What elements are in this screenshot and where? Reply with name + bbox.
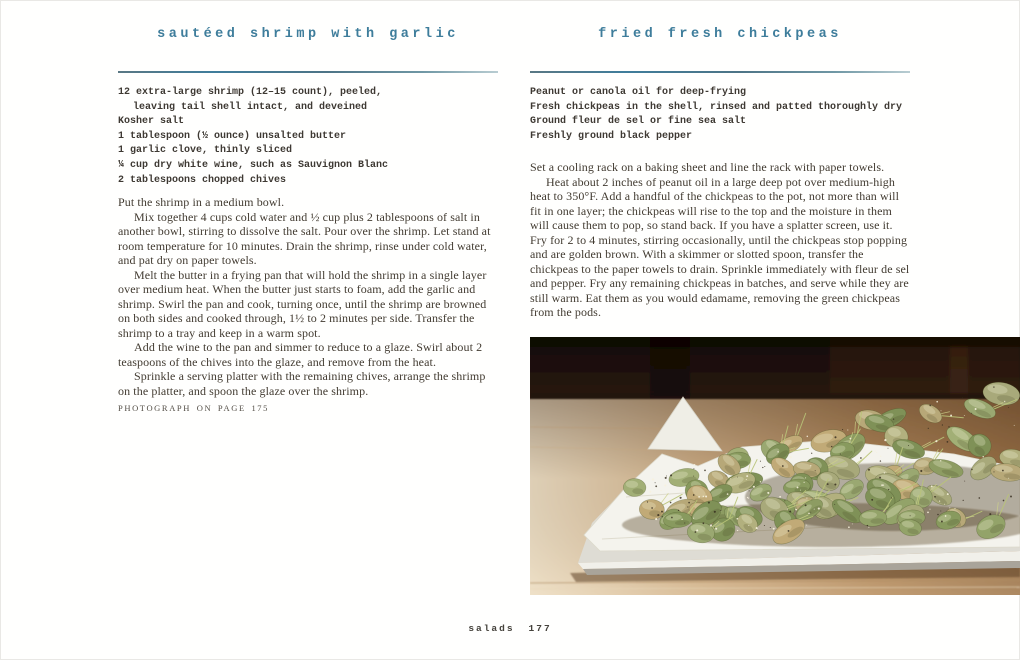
method-paragraph: Heat about 2 inches of peanut oil in a large deep pot over medium-high heat to 350°F. Add a handful of the chickpeas to the pot, not more than will fit in one layer; the chickpeas will rise to the top and the moisture in them will cause them to pop, so stand back. If you have a splatter screen, use it. Fry for 2 to 4 minutes, stirring occasionally, until the chickpeas stop popping and are golden brown. With a skimmer or slotted spoon, transfer the chickpeas to the paper towels to drain. Sprinkle immediately with fleur de sel and pepper. Fry any remaining chickpeas in batches, and serve while they are still warm. Eat them as you would edamame, removing the green chickpeas from the pods. — [530, 174, 910, 319]
method-paragraph: Add the wine to the pan and simmer to reduce to a glaze. Swirl about 2 teaspoons of the chives into the glaze, and remove from the heat. — [118, 340, 483, 369]
ingredient-line: Ground fleur de sel or fine sea salt — [530, 116, 747, 128]
right-recipe-title: fried fresh chickpeas — [598, 27, 842, 42]
chickpeas-photo — [530, 337, 1020, 595]
footer-section-label: salads — [468, 623, 515, 634]
method-paragraph: Put the shrimp in a medium bowl. — [118, 195, 285, 209]
right-method-text — [530, 160, 910, 320]
left-ingredient-list — [118, 86, 498, 188]
ingredient-line: 12 extra-large shrimp (12–15 count), peeled, — [118, 87, 383, 98]
ingredient-line: Fresh chickpeas in the shell, rinsed and patted thoroughly dry — [530, 101, 903, 113]
left-recipe-column — [118, 0, 498, 660]
ingredient-line: 1 garlic clove, thinly sliced — [118, 145, 293, 157]
right-title-rule — [530, 71, 910, 73]
ingredient-line: Kosher salt — [118, 116, 185, 128]
left-method-text — [118, 195, 498, 416]
ingredient-line: 1 tablespoon (½ ounce) unsalted butter — [118, 130, 347, 142]
method-paragraph: Mix together 4 cups cold water and ½ cup plus 2 tablespoons of salt in another bowl, stirring to dissolve the salt. Pour over the shrimp. Let stand at room temperature for 10 minutes. Drain the shrimp, rinse under cold water, and pat dry on paper towels. — [118, 209, 491, 267]
ingredient-line: leaving tail shell intact, and deveined — [133, 101, 368, 113]
method-paragraph: Melt the butter in a frying pan that will hold the shrimp in a single layer over medium heat. When the butter just starts to foam, add the garlic and shrimp. Swirl the pan and cook, turning once, until the shrimp are browned on both sides and cooked through, 1½ to 2 minutes per side. Transfer the shrimp to a tray and keep in a warm spot. — [118, 267, 487, 340]
page-footer — [0, 623, 1020, 634]
ingredient-line: Freshly ground black pepper — [530, 130, 693, 142]
method-paragraph: Set a cooling rack on a baking sheet and line the rack with paper towels. — [530, 160, 885, 174]
chickpeas-photo-art — [530, 337, 1020, 595]
footer-page-number: 177 — [528, 623, 552, 634]
method-paragraph: Sprinkle a serving platter with the remaining chives, arrange the shrimp on the platter, and spoon the glaze over the shrimp. — [118, 369, 486, 398]
ingredient-line: 2 tablespoons chopped chives — [118, 174, 287, 186]
photo-credit-note: PHOTOGRAPH ON PAGE 175 — [118, 403, 270, 413]
ingredient-line: ¼ cup dry white wine, such as Sauvignon Blanc — [118, 159, 389, 171]
left-recipe-title: sautéed shrimp with garlic — [157, 27, 459, 42]
ingredient-line: Peanut or canola oil for deep-frying — [530, 87, 747, 98]
right-ingredient-list — [530, 86, 910, 144]
left-title-rule — [118, 71, 498, 73]
